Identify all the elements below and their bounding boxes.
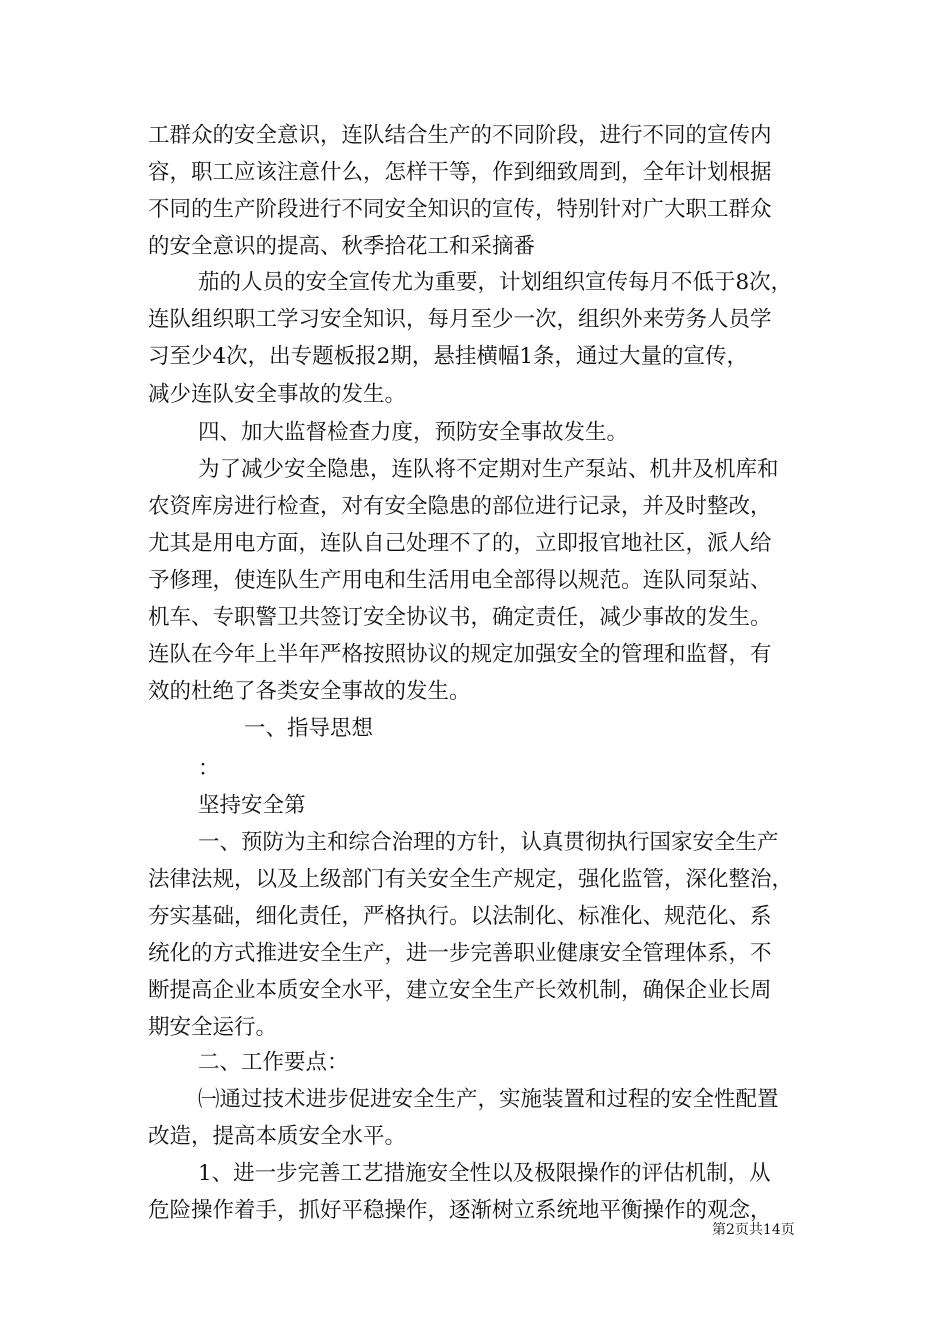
text-line: ㈠通过技术进步促进安全生产，实施装置和过程的安全性配置 (198, 1087, 779, 1112)
text-line: 习至少4次，出专题板报2期，悬挂横幅1条，通过大量的宣传， (148, 344, 749, 369)
page-number: 第2页共14页 (712, 1222, 795, 1238)
text-line: 不同的生产阶段进行不同安全知识的宣传，特别针对广大职工群众 (148, 197, 772, 222)
text-line: 连队在今年上半年严格按照协议的规定加强安全的管理和监督，有 (148, 642, 772, 667)
text-line: 机车、专职警卫共签订安全协议书，确定责任，减少事故的发生。 (148, 605, 772, 630)
text-line: 危险操作着手，抓好平稳操作，逐渐树立系统地平衡操作的观念， (148, 1198, 772, 1223)
text-line: ： (198, 756, 220, 781)
text-line: 连队组织职工学习安全知识，每月至少一次，组织外来劳务人员学 (148, 307, 772, 332)
text-line: 法律法规，以及上级部门有关安全生产规定，强化监管，深化整治， (148, 867, 794, 892)
text-line: 坚持安全第 (198, 793, 306, 818)
text-line: 茄的人员的安全宣传尤为重要，计划组织宣传每月不低于8次， (198, 270, 793, 295)
section-heading: 二、工作要点： (198, 1050, 349, 1075)
section-heading: 四、加大监督检查力度，预防安全事故发生。 (198, 420, 629, 445)
text-line: 予修理，使连队生产用电和生活用电全部得以规范。连队同泵站、 (148, 568, 772, 593)
text-line: 减少连队安全事故的发生。 (148, 382, 407, 407)
text-line: 农资库房进行检查，对有安全隐患的部位进行记录，并及时整改， (148, 494, 772, 519)
text-line: 的安全意识的提高、秋季拾花工和采摘番 (148, 234, 536, 259)
text-line: 夯实基础，细化责任，严格执行。以法制化、标准化、规范化、系 (148, 904, 772, 929)
section-heading: 一、指导思想 (244, 716, 374, 741)
text-line: 效的杜绝了各类安全事故的发生。 (148, 679, 471, 704)
text-line: 工群众的安全意识，连队结合生产的不同阶段，进行不同的宣传内 (148, 123, 772, 148)
text-line: 统化的方式推进安全生产，进一步完善职业健康安全管理体系，不 (148, 941, 772, 966)
text-line: 断提高企业本质安全水平，建立安全生产长效机制，确保企业长周 (148, 978, 772, 1003)
text-line: 一、预防为主和综合治理的方针，认真贯彻执行国家安全生产 (198, 830, 779, 855)
text-line: 1、进一步完善工艺措施安全性以及极限操作的评估机制，从 (198, 1161, 771, 1186)
text-line: 期安全运行。 (148, 1015, 278, 1040)
text-line: 容，职工应该注意什么，怎样干等，作到细致周到，全年计划根据 (148, 160, 772, 185)
text-line: 尤其是用电方面，连队自己处理不了的，立即报官地社区，派人给 (148, 531, 772, 556)
text-line: 为了减少安全隐患，连队将不定期对生产泵站、机井及机库和 (198, 457, 779, 482)
text-line: 改造，提高本质安全水平。 (148, 1124, 407, 1149)
